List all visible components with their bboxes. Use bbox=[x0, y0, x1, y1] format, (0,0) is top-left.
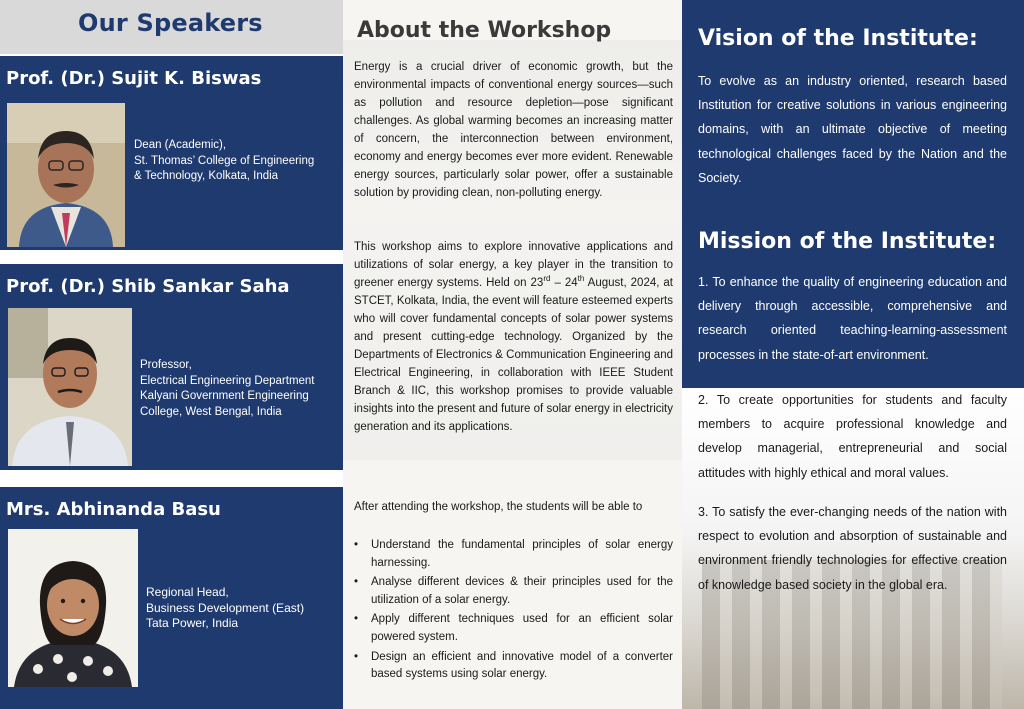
workshop-title: About the Workshop bbox=[357, 18, 612, 43]
speaker-details bbox=[134, 138, 314, 185]
workshop-details-paragraph bbox=[354, 238, 673, 437]
speakers-column bbox=[0, 0, 343, 709]
speaker-card-3 bbox=[0, 487, 343, 709]
speaker-card-2 bbox=[0, 264, 343, 470]
speaker-detail-line: Regional Head, bbox=[146, 585, 229, 599]
speaker-detail-line: College, West Bengal, India bbox=[140, 405, 282, 418]
mission-item-2: 2. To create opportunities for students and faculty members to acquire professional knowledge and develop managerial, entrepreneurial and social attitudes with highly ethical and moral values. bbox=[698, 393, 1007, 480]
speaker-name: Prof. (Dr.) Shib Sankar Saha bbox=[6, 276, 290, 297]
speaker-name: Prof. (Dr.) Sujit K. Biswas bbox=[6, 68, 262, 89]
list-item: • Design an efficient and innovative model of a converter based systems using solar energy. bbox=[354, 649, 673, 684]
superscript: rd bbox=[543, 274, 551, 284]
speaker-detail-line: & Technology, Kolkata, India bbox=[134, 170, 279, 182]
list-item: • Apply different techniques used for an efficient solar powered system. bbox=[354, 611, 673, 646]
speaker-photo bbox=[8, 529, 138, 687]
outcomes-intro: After attending the workshop, the students will be able to bbox=[354, 501, 643, 513]
speaker-details bbox=[140, 358, 315, 420]
speaker-detail-line: St. Thomas’ College of Engineering bbox=[134, 154, 315, 167]
speaker-card-1 bbox=[0, 56, 343, 250]
vision-title: Vision of the Institute: bbox=[698, 26, 978, 51]
speaker-detail-line: Dean (Academic), bbox=[134, 139, 227, 151]
workshop-column bbox=[343, 0, 682, 709]
workshop-intro-paragraph: Energy is a crucial driver of economic growth, but the environmental impacts of conventional energy sources—such as pollution and resource depletion—pose significant challenges. As global warming becomes an increasing matter of concern, the interconnection between environment, economy and energy becomes ever more evident. Renewable energy sources, particularly solar power, offer a sustainable solution by providing clean, non-polluting energy. bbox=[354, 61, 673, 200]
speaker-photo bbox=[8, 308, 132, 466]
paragraph-text: This workshop aims to explore innovative applications and utilizations of solar energy, a key player in the transition to greener energy systems. Held on 23 bbox=[354, 241, 673, 290]
speakers-title: Our Speakers bbox=[78, 9, 263, 37]
mission-item-3: 3. To satisfy the ever-changing needs of the nation with respect to evolution and absorption of sustainable and environment friendly technologies for effective creation of knowledge based society in the global era. bbox=[698, 505, 1007, 592]
mission-title: Mission of the Institute: bbox=[698, 229, 997, 254]
institute-column bbox=[682, 0, 1024, 709]
vision-text: To evolve as an industry oriented, research based Institution for creative solutions in various engineering domains, with an ultimate objective of meeting technological challenges faced by the Nation and the Society. bbox=[698, 74, 1007, 185]
superscript: th bbox=[577, 274, 585, 284]
speaker-detail-line: Business Development (East) bbox=[146, 600, 305, 615]
speaker-detail-line: Kalyani Government Engineering bbox=[140, 390, 309, 402]
speaker-photo bbox=[7, 103, 125, 247]
speaker-detail-line: Tata Power, India bbox=[146, 616, 239, 630]
paragraph-text: August, 2024, at STCET, Kolkata, India, the event will feature esteemed experts who will cover fundamental concepts of solar power systems and present cutting-edge technology. Organized by the Departments of Electronics & Communication Engineering and Electrical Engineering, in collaboration with IEEE Student Branch & IIC, this workshop promises to provide valuable insights into the present and future of solar energy in electricity generation and its applications. bbox=[354, 277, 674, 434]
speaker-detail-line: Professor, bbox=[140, 359, 192, 371]
speaker-details bbox=[146, 585, 304, 632]
paragraph-text: – 24 bbox=[550, 277, 578, 290]
outcomes-list bbox=[354, 537, 673, 686]
list-item: • Analyse different devices & their principles used for the utilization of a solar energy. bbox=[354, 574, 673, 609]
speakers-header bbox=[0, 0, 343, 54]
speaker-name: Mrs. Abhinanda Basu bbox=[6, 499, 221, 520]
list-item: • Understand the fundamental principles of solar energy harnessing. bbox=[354, 537, 673, 572]
mission-item-1: 1. To enhance the quality of engineering education and delivery through accessible, comprehensive and research oriented teaching-learning-assessment processes in the state-of-art environment. bbox=[698, 275, 1007, 362]
speaker-detail-line: Electrical Engineering Department bbox=[140, 374, 315, 387]
